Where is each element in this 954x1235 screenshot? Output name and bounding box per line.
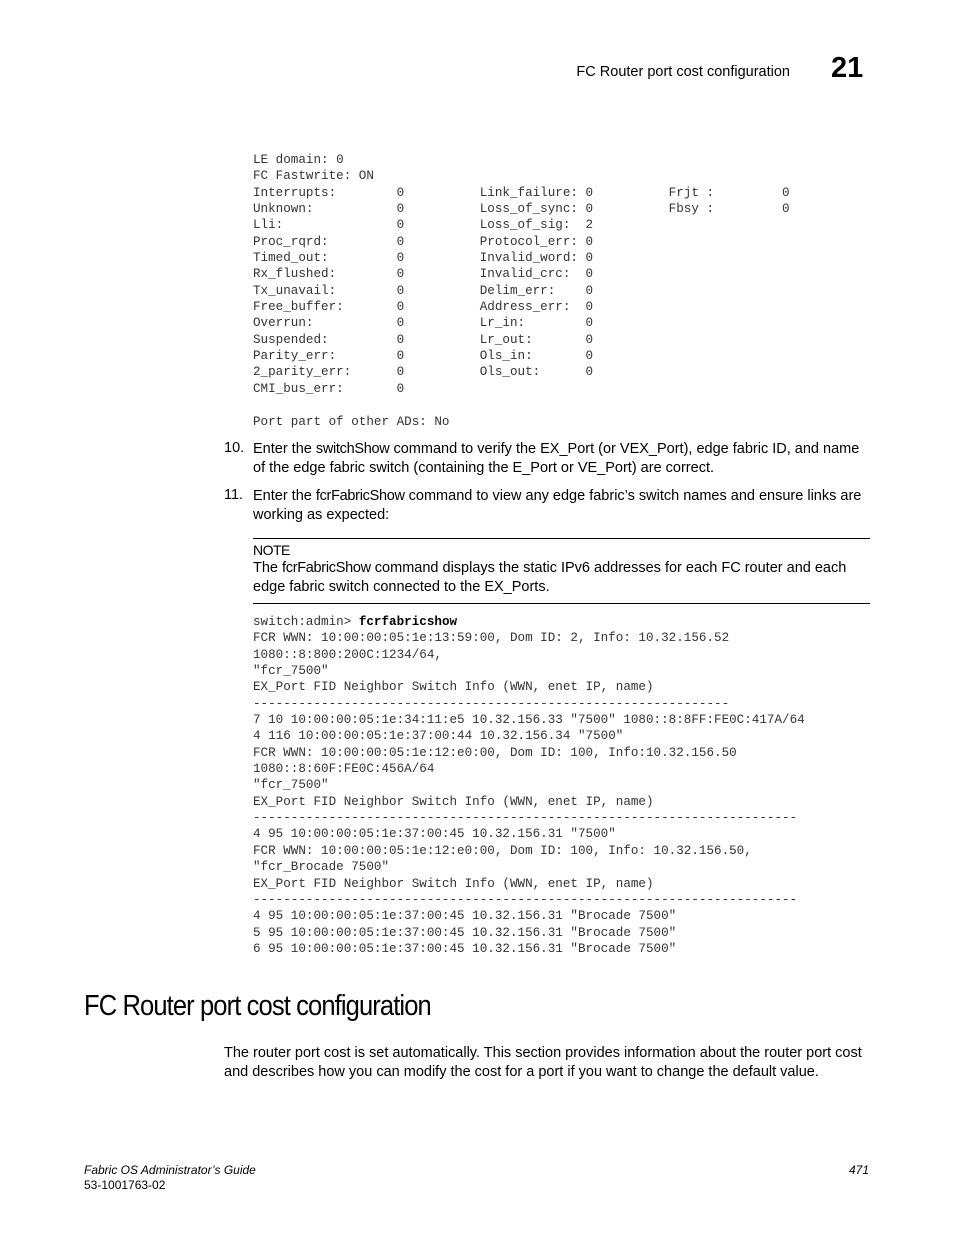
cli-output [253,631,805,956]
code-line: 4 95 10:00:00:05:1e:37:00:45 10.32.156.31 "Brocade 7500" [253,909,677,924]
code-line: LE domain: 0 [253,153,344,167]
footer-doc-info [84,1163,256,1193]
step-text-before: Enter the [253,488,316,504]
running-header-title: FC Router port cost configuration [576,64,790,80]
code-line: Rx_flushed: 0 Invalid_crc: 0 [253,267,594,282]
note-label: NOTE [253,542,290,558]
section-heading: FC Router port cost configuration [84,990,431,1022]
code-line: ------------------------------------------------------------------------ [253,811,798,826]
step-number: 11. [224,487,244,503]
cli-prompt: switch:admin> [253,615,359,629]
code-line: "fcr_Brocade 7500" [253,860,390,875]
code-line: Timed_out: 0 Invalid_word: 0 [253,251,594,266]
code-line: 6 95 10:00:00:05:1e:37:00:45 10.32.156.31 "Brocade 7500" [253,941,677,956]
code-line: "fcr_7500" [253,664,329,679]
note-text-after: command displays the static IPv6 addresses for each FC router and each edge fabric switch connected to the EX_Ports. [253,560,847,595]
code-line: FCR WWN: 10:00:00:05:1e:12:e0:00, Dom ID: 100, Info:10.32.156.50 [253,745,737,760]
code-line: 2_parity_err: 0 Ols_out: 0 [253,365,594,380]
code-line: Free_buffer: 0 Address_err: 0 [253,300,594,315]
command-name: fcrFabricShow [282,560,371,576]
code-line: FCR WWN: 10:00:00:05:1e:12:e0:00, Dom ID: 100, Info: 10.32.156.50, [253,843,752,858]
step-text [253,440,873,478]
section-body: The router port cost is set automatically. This section provides information about the router port cost and describes how you can modify the cost for a port if you want to change the default value. [224,1045,862,1080]
code-line: Tx_unavail: 0 Delim_err: 0 [253,283,594,298]
code-line: 4 116 10:00:00:05:1e:37:00:44 10.32.156.34 "7500" [253,729,624,744]
code-line: FCR WWN: 10:00:00:05:1e:13:59:00, Dom ID: 2, Info: 10.32.156.52 [253,631,730,646]
code-line: 5 95 10:00:00:05:1e:37:00:45 10.32.156.31 "Brocade 7500" [253,925,677,940]
code-line: Overrun: 0 Lr_in: 0 [253,316,594,331]
code-line: --------------------------------------------------------------- [253,696,730,711]
step-text-before: Enter the [253,441,316,457]
code-line: CMI_bus_err: 0 [253,381,405,396]
command-name: switchShow [315,441,390,457]
code-line: 4 95 10:00:00:05:1e:37:00:45 10.32.156.31 "7500" [253,827,616,842]
chapter-number: 21 [831,52,864,84]
code-line: Interrupts: 0 Link_failure: 0 Frjt : 0 [253,185,790,200]
footer-doc-title: Fabric OS Administrator’s Guide [84,1163,256,1177]
code-line: Suspended: 0 Lr_out: 0 [253,332,594,347]
command-name: fcrFabricShow [315,488,405,504]
code-line: EX_Port FID Neighbor Switch Info (WWN, enet IP, name) [253,794,654,809]
step-text-after: command to view any edge fabric’s switch names and ensure links are working as expected: [253,488,862,523]
code-line: Lli: 0 Loss_of_sig: 2 [253,218,594,233]
step-text [253,487,873,525]
code-line: EX_Port FID Neighbor Switch Info (WWN, enet IP, name) [253,680,654,695]
code-line: 7 10 10:00:00:05:1e:34:11:e5 10.32.156.33 "7500" 1080::8:8FF:FE0C:417A/64 [253,713,805,728]
step-text-after: command to verify the EX_Port (or VEX_Port), edge fabric ID, and name of the edge fabric switch (containing the E_Port or VE_Port) are correct. [253,441,860,476]
code-line: Proc_rqrd: 0 Protocol_err: 0 [253,234,594,249]
code-line: Parity_err: 0 Ols_in: 0 [253,349,594,364]
code-block-fcrfabricshow [253,614,805,957]
note-text-before: The [253,560,283,576]
code-line: FC Fastwrite: ON [253,169,374,184]
code-line: "fcr_7500" [253,778,329,793]
code-line: EX_Port FID Neighbor Switch Info (WWN, enet IP, name) [253,876,654,891]
code-block-port-stats [253,152,790,430]
cli-command: fcrfabricshow [358,615,458,629]
code-line: Port part of other ADs: No [253,414,450,429]
code-line: Unknown: 0 Loss_of_sync: 0 Fbsy : 0 [253,202,790,217]
code-line: ------------------------------------------------------------------------ [253,892,798,907]
footer-doc-number: 53-1001763-02 [84,1178,166,1192]
footer-page-number: 471 [848,1163,869,1177]
step-number: 10. [224,440,245,456]
code-line: 1080::8:800:200C:1234/64, [253,647,442,662]
code-line: 1080::8:60F:FE0C:456A/64 [253,762,435,777]
note-text [253,559,870,597]
